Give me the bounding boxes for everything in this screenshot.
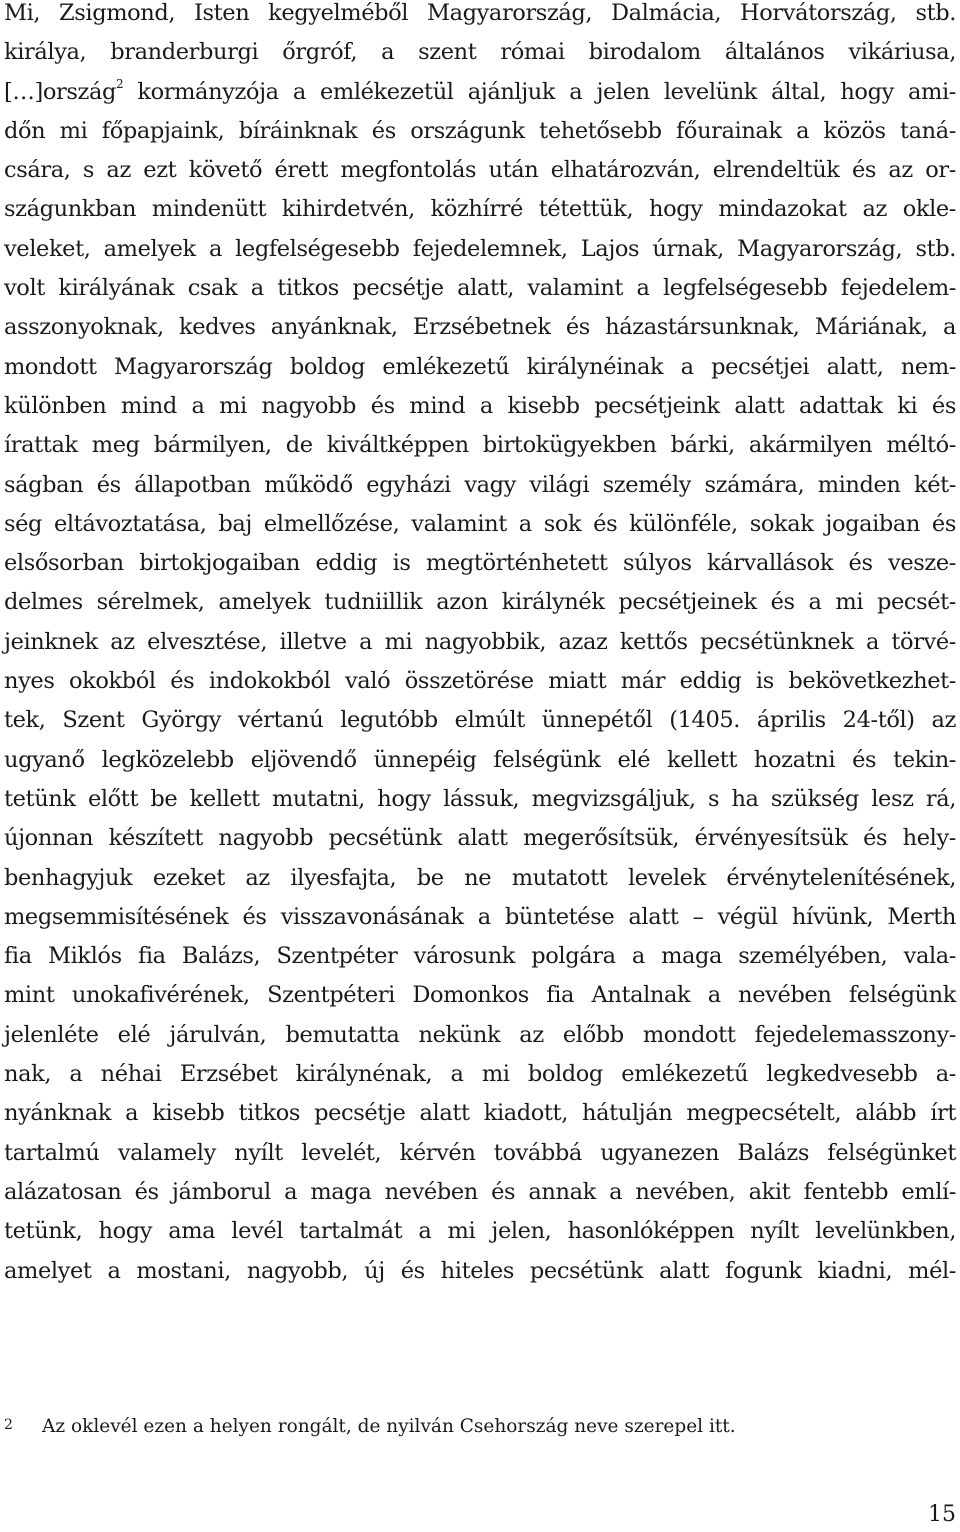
text-line: mondott Magyarország boldog emlékezetű királynéinak a pecsétjei alatt, nem- [4,353,956,380]
text-line: írattak meg bármilyen, de kiváltképpen birtokügyekben bárki, akármilyen méltó- [4,432,956,459]
footnote-reference[interactable]: 2 [115,76,124,91]
text-line: Mi, Zsigmond, Isten kegyelméből Magyarország, Dalmácia, Horvátország, stb. [4,0,956,26]
text-line: ugyanő legközelebb eljövendő ünnepéig felségünk elé kellett hozatni és tekin- [4,746,956,773]
text-line: volt királyának csak a titkos pecsétje alatt, valamint a legfelségesebb fejedelem- [4,275,956,302]
text-line: csára, s az ezt követő érett megfontolás után elhatározván, elrendeltük és az or- [4,157,956,184]
text-line: nak, a néhai Erzsébet királynénak, a mi boldog emlékezetű legkedvesebb a- [4,1061,956,1088]
text-line: tetünk, hogy ama levél tartalmát a mi jelen, hasonlóképpen nyílt levelünkben, [4,1218,956,1245]
text-line: asszonyoknak, kedves anyánknak, Erzsébetnek és házastársunknak, Máriának, a [4,314,956,341]
text-line: veleket, amelyek a legfelségesebb fejedelemnek, Lajos úrnak, Magyarország, stb. [4,235,956,262]
page-number: 15 [928,1502,956,1527]
text-line [4,73,956,112]
damaged-country-name: […]ország [4,78,116,105]
footnote-text: Az oklevél ezen a helyen rongált, de nyilván Csehország neve szerepel itt. [42,1416,736,1437]
text-line: újonnan készített nagyobb pecsétünk alatt megerősítsük, érvényesítsük és hely- [4,825,956,852]
text-line: királya, branderburgi őrgróf, a szent római birodalom általános vikáriusa, [4,39,956,66]
text-line: alázatosan és jámborul a maga nevében és annak a nevében, akit fentebb emlí- [4,1178,956,1205]
text-line: delmes sérelmek, amelyek tudniillik azon királynék pecsétjeinek és a mi pecsét- [4,589,956,616]
text-line: nyes okokból és indokokból való összetörése miatt már eddig is bekövetkezhet- [4,668,956,695]
text-line: tartalmú valamely nyílt levelét, kérvén továbbá ugyanezen Balázs felségünket [4,1139,956,1166]
body-text [4,0,956,1291]
text-line: tek, Szent György vértanú legutóbb elmúlt ünnepétől (1405. április 24-től) az [4,707,956,734]
text-line: jelenléte elé járulván, bemutatta nekünk az előbb mondott fejedelemasszony- [4,1021,956,1048]
text-line: fia Miklós fia Balázs, Szentpéter városunk polgára a maga személyében, vala- [4,943,956,970]
text-line: nyánknak a kisebb titkos pecsétje alatt kiadott, hátulján megpecsételt, alább írt [4,1100,956,1127]
footnote-mark: 2 [4,1417,13,1433]
text-line: benhagyjuk ezeket az ilyesfajta, be ne mutatott levelek érvénytelenítésének, [4,864,956,891]
text-line: elsősorban birtokjogaiban eddig is megtörténhetett súlyos kárvallások és vesze- [4,550,956,577]
text-line: megsemmisítésének és visszavonásának a büntetése alatt – végül hívünk, Merth [4,903,956,930]
text-line: szágunkban mindenütt kihirdetvén, közhírré tétettük, hogy mindazokat az okle- [4,196,956,223]
footnote [4,1410,956,1442]
text-line: különben mind a mi nagyobb és mind a kisebb pecsétjeink alatt adattak ki és [4,392,956,419]
text-line: amelyet a mostani, nagyobb, új és hiteles pecsétünk alatt fogunk kiadni, mél- [4,1257,956,1284]
text-line: dőn mi főpapjaink, bíráinknak és országunk tehetősebb főurainak a közös taná- [4,117,956,144]
text-line: mint unokafivérének, Szentpéteri Domonkos fia Antalnak a nevében felségünk [4,982,956,1009]
text-line: ságban és állapotban működő egyházi vagy világi személy számára, minden két- [4,471,956,498]
text-line: jeinknek az elvesztése, illetve a mi nagyobbik, azaz kettős pecsétünknek a törvé- [4,628,956,655]
text-line-rest: kormányzója a emlékezetül ajánljuk a jelen levelünk által, hogy ami- [137,78,956,105]
text-line: ség eltávoztatása, baj elmellőzése, valamint a sok és különféle, sokak jogaiban és [4,510,956,537]
text-line: tetünk előtt be kellett mutatni, hogy lássuk, megvizsgáljuk, s ha szükség lesz rá, [4,785,956,812]
